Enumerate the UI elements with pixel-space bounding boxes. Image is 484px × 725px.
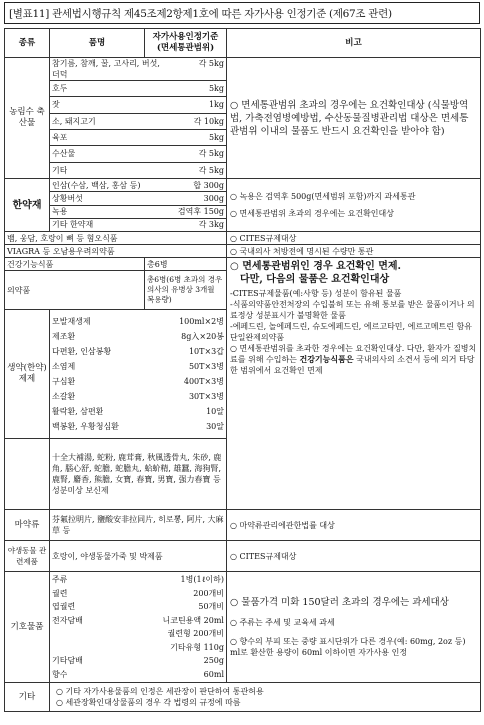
table-row xyxy=(5,258,481,271)
narcotics-remarks: ○ 마약류관리에관한법률 대상 xyxy=(227,510,481,541)
medicine-qty: 총6병(6병 초과의 경우 의사의 유병상 3개월 복용량) xyxy=(145,271,227,310)
wild-item: 호랑이, 야생동물가죽 및 박제품 xyxy=(50,541,227,572)
table-row xyxy=(5,232,481,245)
table-row: 소, 돼지고기 각 10kg xyxy=(5,113,481,129)
table-row: 육포 5kg xyxy=(5,129,481,145)
header-type: 종류 xyxy=(5,29,50,58)
category-etc: 기타 xyxy=(5,683,50,712)
category-pharma: 생약(한약) 제제 xyxy=(5,310,50,439)
table-row: 농림수 축산물 참기름, 참깨, 꿀, 고사리, 버섯, 더덕 각 5kg ○ 면세통관범위 초과의 경우에는 요건확인대상 (식물방역법, 가축전염병예방법, 수산동물질병관리법 대상은 면세통관범위 이내의 물품도 반드시 요건확인을 받아야 함) xyxy=(5,58,481,81)
agri-remarks: ○ 면세통관범위 초과의 경우에는 요건확인대상 (식물방역법, 가축전염병예방법, 수산동물질병관리법 대상은 면세통관범위 이내의 물품도 반드시 요건확인을 받아야 함) xyxy=(227,58,481,179)
table-row: 상황버섯 300g xyxy=(5,192,481,205)
herbal-remarks: ○ 녹용은 검역후 500g(면세범위 포함)까지 과세통관 ○ 면세통관범위 초과의 경우에는 요건확인대상 xyxy=(227,179,481,232)
category-herbal: 한약재 xyxy=(5,179,50,232)
luxury-remarks: ○ 물품가격 미화 150달러 초과의 경우에는 과세대상 ○ 주류는 주세 및 교육세 과세 ○ 향수의 부피 또는 중량 표시단위가 다른 경우(예: 60mg, 2oz 등) ml로 환산한 용량이 60ml 이하이면 자가사용 인정 xyxy=(227,572,481,683)
table-row: 생약(한약) 제제 모발재생제 100ml×2병 제조환 8g入×20봉 다편환, 인삼봉황 10T×3갑 소염제 50T×3병 구심환 400T×3병 소갈환 30T×3병 활락환, 삼편환 10알 백봉환, 우황청심환 30알 xyxy=(5,310,481,439)
table-row xyxy=(5,541,481,572)
health-food-item: 건강기능식품 xyxy=(5,258,145,271)
category-luxury: 기호물품 xyxy=(5,572,50,683)
table-header-row xyxy=(5,29,481,58)
category-narcotics: 마약류 xyxy=(5,510,50,541)
table-row: 수산물 각 5kg xyxy=(5,146,481,162)
table-row: 기타 한약재 각 3kg xyxy=(5,218,481,231)
header-remarks: 비고 xyxy=(227,29,481,58)
narcotics-item: 芬氟拉明片, 鹽酸安非拉同片, 히로뽕, 阿片, 大麻草 등 xyxy=(50,510,227,541)
viagra-item: VIAGRA 등 오남용우려의약품 xyxy=(5,245,227,258)
pharma-remarks: ○ 면세통관범위인 경우 요건확인 면제. 다만, 다음의 물품은 요건확인대상 -CITES규제물품(예:사향 등) 성분이 함유된 물품 -식품의약품안전처장의 수입불허 또는 유해 통보를 받은 물품이거나 의료정상 성분표시가 불명확한 물품 -에페드린, 놀에페드린, 슈도에페드린, 에르고타민, 에르고메트린 함유 단일완제의약품 ○ 면세통관범위를 초과한 경우에는 요건확인대상. 다만, 환자가 질병치료를 위해 수입하는 건강기능식품은 국내의사의 소견서 등에 의거 타당한 범위에서 요건확인 면제 xyxy=(227,258,481,510)
health-food-qty: 총6병 xyxy=(145,258,227,271)
medicine-item: 의약품 xyxy=(5,271,145,310)
table-row: 기타 ○ 기타 자가사용물품의 인정은 세관장이 판단하여 통관허용 ○ 세관장확인대상물품의 경우 각 법령의 규정에 따름 xyxy=(5,683,481,712)
table-row: 호두 5kg xyxy=(5,81,481,97)
header-limit: 자가사용인정기준 (면세통관범위) xyxy=(145,29,227,58)
table-row: 한약재 인삼(수삼, 백삼, 홍삼 등) 합 300g ○ 녹용은 검역후 500g(면세범위 포함)까지 과세통관 ○ 면세통관범위 초과의 경우에는 요건확인대상 xyxy=(5,179,481,192)
viagra-remarks: ○ 국내의사 처방전에 명시된 수량만 통관 xyxy=(227,245,481,258)
table-row xyxy=(5,510,481,541)
table-row: 기타 각 5kg xyxy=(5,162,481,178)
chinese-tonic-item: 十全大補湯, 蛇粉, 鹿茸膏, 秋風透骨丸, 朱砂, 鹿角, 腦心舒, 蛇膽, 蛇膽丸, 蛤蚧精, 雄蠶, 海狗腎, 鹿腎, 麝香, 熊膽, 女寶, 春寶, 男寶, 强力春寶 등 성분미상 보신제 xyxy=(50,439,227,510)
table-row: 녹용 검역후 150g xyxy=(5,205,481,218)
self-use-table xyxy=(4,28,481,712)
table-row: 기호물품 주류 1병(1ℓ이하) 궐련 200개비 엽궐련 50개비 전자담배 니코틴용액 20ml 궐련형 200개비 기타유형 110g 기타담배 250g 향수 60ml ○ 물품가격 미화 150달러 초과의 경우에는 과세대상 ○ 주류는 주세 및 교육세 과세 ○ 향수의 부피 또는 중량 표시단위가 다른 경우(예: 60mg, 2oz 등) ml로 환산한 용량이 60ml 이하이면 자가사용 인정 xyxy=(5,572,481,683)
table-row xyxy=(5,245,481,258)
wild-remarks: ○ CITES규제대상 xyxy=(227,541,481,572)
category-wild: 야생동물 관련제품 xyxy=(5,541,50,572)
category-agri: 농림수 축산물 xyxy=(5,58,50,179)
document-title: [별표11] 관세법시행규칙 제45조제2항제1호에 따른 자가사용 인정기준 (제67조 관련) xyxy=(4,2,480,24)
snake-remarks: ○ CITES규제대상 xyxy=(227,232,481,245)
snake-item: 뱀, 웅담, 호랑이 뼈 등 혐오식품 xyxy=(5,232,227,245)
table-row: 잣 1kg xyxy=(5,97,481,113)
header-item: 품명 xyxy=(50,29,145,58)
